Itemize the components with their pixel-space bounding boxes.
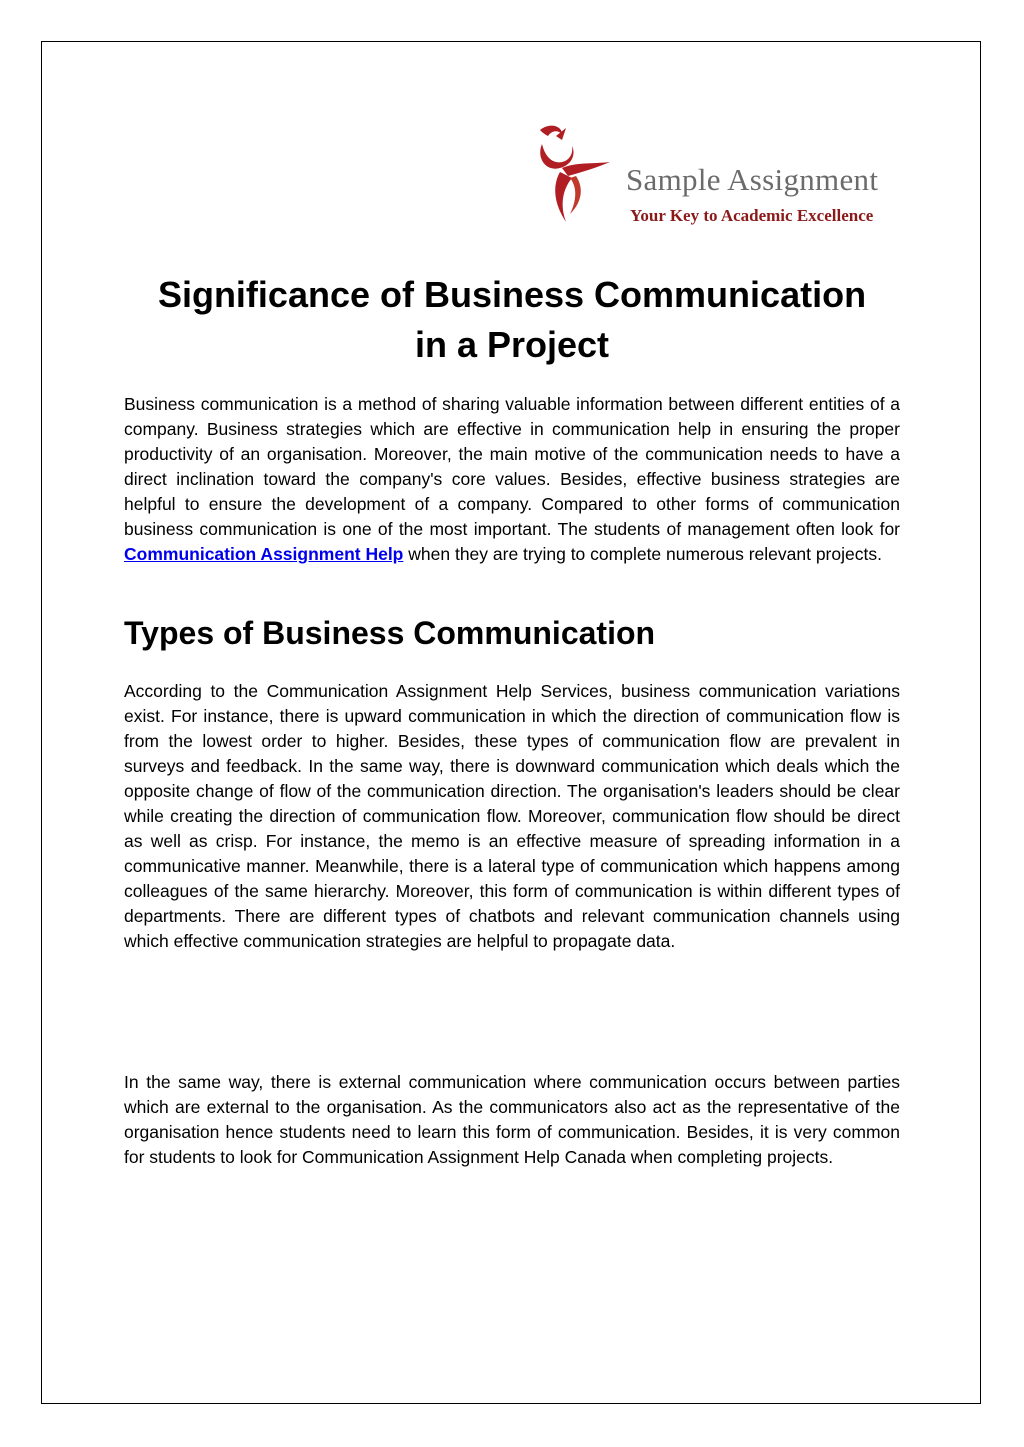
section-heading: Types of Business Communication [124, 615, 656, 651]
intro-paragraph [124, 392, 900, 567]
intro-text-after-link: when they are trying to complete numerous relevant projects. [403, 544, 882, 564]
types-paragraph: According to the Communication Assignment Help Services, business communication variations exist. For instance, there is upward communication in which the direction of communication flow is from the lowest order to higher. Besides, these types of communication flow are prevalent in surveys and feedback. In the same way, there is downward communication which deals which the opposite change of flow of the communication direction. The organisation's leaders should be clear while creating the direction of communication flow. Moreover, communication flow should be direct as well as crisp. For instance, the memo is an effective measure of spreading information in a communicative manner. Meanwhile, there is a lateral type of communication which happens among colleagues of the same hierarchy. Moreover, this form of communication is within different types of departments. There are different types of chatbots and relevant communication channels using which effective communication strategies are helpful to propagate data. [124, 681, 900, 951]
communication-assignment-help-link[interactable]: Communication Assignment Help [124, 544, 404, 564]
external-communication-paragraph: In the same way, there is external communication where communication occurs between parties which are external to the organisation. As the communicators also act as the representative of the organisation hence students need to learn this form of communication. Besides, it is very common for students to look for Communication Assignment Help Canada when completing projects. [124, 1072, 900, 1167]
brand-name: Sample Assignment [626, 162, 879, 197]
page-title-line-1: Significance of Business Communication [157, 274, 867, 315]
page-title-line-2: in a Project [414, 324, 610, 365]
figure-swirl-icon [532, 122, 624, 226]
sample-assignment-logo [532, 122, 902, 230]
page-title [124, 270, 900, 370]
brand-tagline: Your Key to Academic Excellence [630, 206, 874, 225]
intro-text-before-link: Business communication is a method of sharing valuable information between different entities of a company. Business strategies which are effective in communication help in ensuring the proper productivity of an organisation. Moreover, the main motive of the communication needs to have a direct inclination toward the company's core values. Besides, effective business strategies are helpful to ensure the development of a company. Compared to other forms of communication business communication is one of the most important. The students of management often look for [124, 394, 900, 539]
